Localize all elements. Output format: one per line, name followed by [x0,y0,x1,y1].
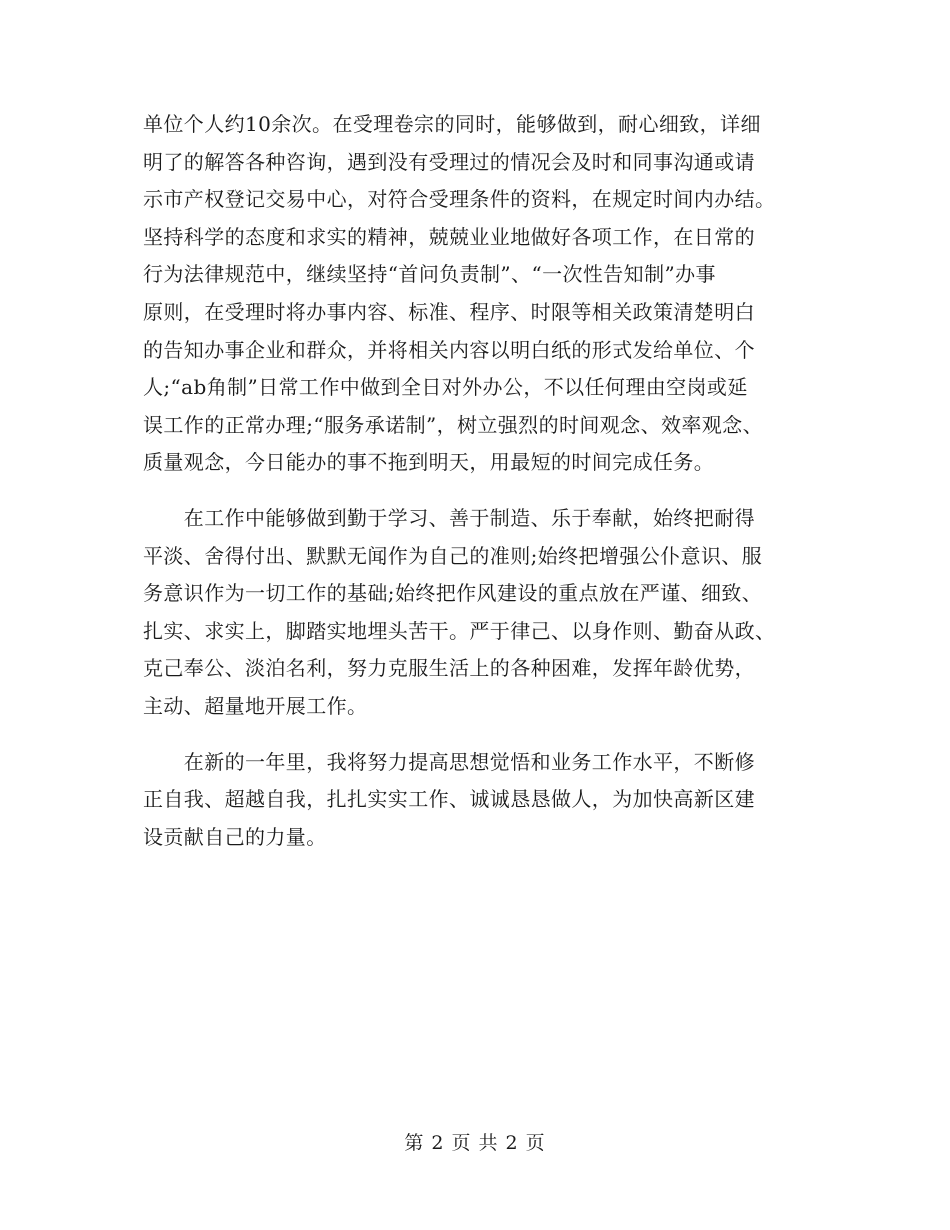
paragraph-line: 原则，在受理时将办事内容、标准、程序、时限等相关政策清楚明白 [143,299,755,324]
document-body [143,106,803,856]
paragraph-line: 设贡献自己的力量。 [143,824,327,849]
paragraph-line: 在工作中能够做到勤于学习、善于制造、乐于奉献，始终把耐得 [143,505,755,530]
paragraph-line: 务意识作为一切工作的基础;始终把作风建设的重点放在严谨、细致、 [143,581,763,606]
paragraph-line: 的告知办事企业和群众，并将相关内容以明白纸的形式发给单位、个 [143,337,755,362]
paragraph-line: 质量观念，今日能办的事不拖到明天，用最短的时间完成任务。 [143,450,715,475]
paragraph-line: 平淡、舍得付出、默默无闻作为自己的准则;始终把增强公仆意识、服 [143,543,763,568]
paragraph-line: 扎实、求实上，脚踏实地埋头苦干。严于律己、以身作则、勤奋从政、 [143,618,776,643]
paragraph-2 [143,500,803,726]
paragraph-line: 在新的一年里，我将努力提高思想觉悟和业务工作水平，不断修 [143,749,755,774]
paragraph-line: 行为法律规范中，继续坚持“首问负责制”、“一次性告知制”办事 [143,262,716,287]
page-number: 第 2 页 共 2 页 [404,1132,546,1154]
paragraph-line: 示市产权登记交易中心，对符合受理条件的资料，在规定时间内办结。 [143,187,776,212]
paragraph-line: 误工作的正常办理;“服务承诺制”，树立强烈的时间观念、效率观念、 [143,412,763,437]
paragraph-1 [143,106,803,482]
paragraph-line: 克己奉公、淡泊名利，努力克服生活上的各种困难，发挥年龄优势， [143,656,755,681]
paragraph-line: 坚持科学的态度和求实的精神，兢兢业业地做好各项工作，在日常的 [143,224,755,249]
paragraph-line: 正自我、超越自我，扎扎实实工作、诚诚恳恳做人，为加快高新区建 [143,787,755,812]
paragraph-line: 单位个人约10余次。在受理卷宗的同时，能够做到，耐心细致，详细 [143,112,761,136]
paragraph-line: 主动、超量地开展工作。 [143,693,368,718]
paragraph-3 [143,744,803,857]
paragraph-line: 明了的解答各种咨询，遇到没有受理过的情况会及时和同事沟通或请 [143,149,755,174]
paragraph-line: 人;“ab角制”日常工作中做到全日对外办公，不以任何理由空岗或延 [143,375,748,400]
